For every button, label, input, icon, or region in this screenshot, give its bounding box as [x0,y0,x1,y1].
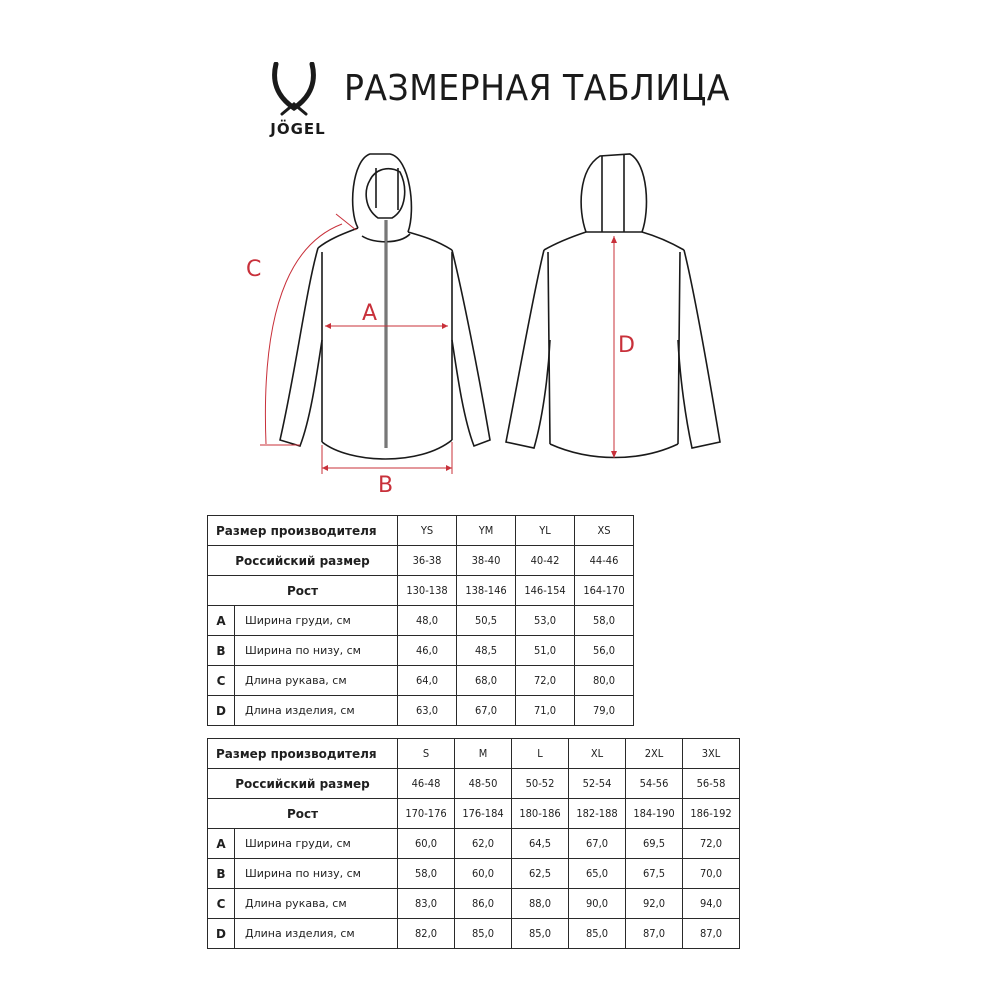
table-row [208,829,740,859]
measure-label: Длина изделия, см [235,696,398,726]
russian-size-cell: 38-40 [457,546,516,576]
brand-name: JÖGEL [270,120,326,138]
value-cell: 69,5 [626,829,683,859]
russian-size-cell: 44-46 [575,546,634,576]
value-cell: 71,0 [516,696,575,726]
label-d: D [618,333,635,358]
height-cell: 146-154 [516,576,575,606]
value-cell: 67,5 [626,859,683,889]
table-row [208,576,634,606]
value-cell: 92,0 [626,889,683,919]
label-a: A [362,301,378,326]
russian-size-cell: 48-50 [455,769,512,799]
height-cell: 138-146 [457,576,516,606]
value-cell: 82,0 [398,919,455,949]
value-cell: 94,0 [683,889,740,919]
value-cell: 50,5 [457,606,516,636]
measure-label: Ширина груди, см [235,606,398,636]
value-cell: 56,0 [575,636,634,666]
height-cell: 184-190 [626,799,683,829]
measure-label: Длина рукава, см [235,666,398,696]
value-cell: 58,0 [575,606,634,636]
manufacturer-size-label: Размер производителя [208,739,398,769]
value-cell: 62,5 [512,859,569,889]
table-row [208,696,634,726]
value-cell: 90,0 [569,889,626,919]
height-cell: 164-170 [575,576,634,606]
value-cell: 64,0 [398,666,457,696]
size-cell: S [398,739,455,769]
height-cell: 182-188 [569,799,626,829]
table-row [208,739,740,769]
russian-size-cell: 50-52 [512,769,569,799]
measure-label: Длина изделия, см [235,919,398,949]
height-cell: 180-186 [512,799,569,829]
value-cell: 62,0 [455,829,512,859]
jacket-front-diagram [240,140,500,500]
value-cell: 60,0 [398,829,455,859]
measure-letter: D [208,696,235,726]
size-cell: L [512,739,569,769]
brand-logo [258,62,328,142]
value-cell: 63,0 [398,696,457,726]
value-cell: 72,0 [683,829,740,859]
value-cell: 85,0 [512,919,569,949]
value-cell: 85,0 [455,919,512,949]
value-cell: 46,0 [398,636,457,666]
size-cell: YM [457,516,516,546]
measure-letter: D [208,919,235,949]
value-cell: 80,0 [575,666,634,696]
measure-label: Длина рукава, см [235,889,398,919]
russian-size-cell: 56-58 [683,769,740,799]
size-table-kids [207,515,634,726]
measure-letter: C [208,889,235,919]
value-cell: 53,0 [516,606,575,636]
size-cell: XS [575,516,634,546]
value-cell: 87,0 [683,919,740,949]
russian-size-cell: 46-48 [398,769,455,799]
measure-letter: A [208,606,235,636]
value-cell: 64,5 [512,829,569,859]
label-c: C [246,257,262,282]
value-cell: 58,0 [398,859,455,889]
value-cell: 67,0 [569,829,626,859]
value-cell: 48,5 [457,636,516,666]
value-cell: 60,0 [455,859,512,889]
size-cell: 2XL [626,739,683,769]
russian-size-label: Российский размер [208,769,398,799]
table-row [208,889,740,919]
russian-size-cell: 40-42 [516,546,575,576]
height-cell: 130-138 [398,576,457,606]
table-row [208,636,634,666]
measure-letter: B [208,636,235,666]
value-cell: 86,0 [455,889,512,919]
value-cell: 48,0 [398,606,457,636]
table-row [208,919,740,949]
value-cell: 72,0 [516,666,575,696]
measure-letter: C [208,666,235,696]
value-cell: 65,0 [569,859,626,889]
height-label: Рост [208,576,398,606]
manufacturer-size-label: Размер производителя [208,516,398,546]
measure-letter: A [208,829,235,859]
label-b: B [378,473,394,498]
jacket-back-diagram [490,140,730,470]
measure-label: Ширина по низу, см [235,859,398,889]
table-row [208,799,740,829]
table-row [208,516,634,546]
size-cell: XL [569,739,626,769]
size-cell: YL [516,516,575,546]
size-cell: 3XL [683,739,740,769]
table-row [208,606,634,636]
size-table-adults [207,738,740,949]
value-cell: 88,0 [512,889,569,919]
value-cell: 70,0 [683,859,740,889]
value-cell: 67,0 [457,696,516,726]
jogel-emblem-icon [266,62,322,116]
value-cell: 51,0 [516,636,575,666]
russian-size-cell: 52-54 [569,769,626,799]
value-cell: 85,0 [569,919,626,949]
measure-label: Ширина груди, см [235,829,398,859]
height-cell: 170-176 [398,799,455,829]
value-cell: 79,0 [575,696,634,726]
table-row [208,546,634,576]
height-cell: 186-192 [683,799,740,829]
value-cell: 68,0 [457,666,516,696]
page-title: РАЗМЕРНАЯ ТАБЛИЦА [344,68,730,109]
size-cell: M [455,739,512,769]
russian-size-cell: 54-56 [626,769,683,799]
value-cell: 87,0 [626,919,683,949]
height-label: Рост [208,799,398,829]
table-row [208,769,740,799]
table-row [208,859,740,889]
table-row [208,666,634,696]
size-cell: YS [398,516,457,546]
height-cell: 176-184 [455,799,512,829]
value-cell: 83,0 [398,889,455,919]
measure-letter: B [208,859,235,889]
measure-label: Ширина по низу, см [235,636,398,666]
russian-size-label: Российский размер [208,546,398,576]
russian-size-cell: 36-38 [398,546,457,576]
